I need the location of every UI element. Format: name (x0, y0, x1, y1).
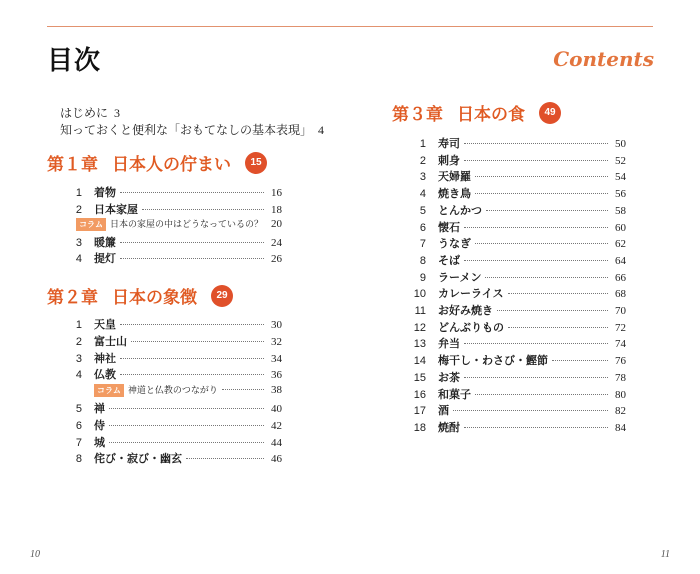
column-badge: コラム (76, 218, 106, 231)
page-number-left: 10 (30, 549, 40, 560)
toc-item-number: 7 (75, 436, 82, 449)
toc-item-page: 34 (271, 352, 282, 365)
toc-row[interactable] (404, 168, 626, 184)
dot-leader (464, 160, 608, 161)
toc-item-page: 38 (271, 384, 282, 397)
toc-item-number: 14 (413, 355, 426, 368)
toc-item-page: 36 (271, 369, 282, 382)
toc-item-page: 32 (271, 335, 282, 348)
toc-row[interactable] (404, 335, 626, 351)
toc-row[interactable] (404, 386, 626, 402)
toc-item-label: 懐石 (438, 220, 460, 234)
toc-item-page: 76 (615, 355, 626, 368)
toc-item-page: 68 (615, 288, 626, 301)
toc-row[interactable] (60, 350, 282, 366)
toc-item-number: 5 (419, 204, 426, 217)
toc-item-page: 26 (271, 253, 282, 265)
page-title: 目次 (47, 46, 102, 76)
toc-item-label: そば (438, 253, 460, 267)
toc-item-label: 酒 (438, 404, 449, 418)
dot-leader (222, 389, 264, 390)
toc-item-number: 4 (75, 253, 82, 265)
toc-item-label: とんかつ (438, 203, 482, 217)
toc-item-page: 82 (615, 405, 626, 418)
toc-item-label: うなぎ (438, 237, 471, 251)
toc-row[interactable] (404, 152, 626, 168)
toc-item-label: 刺身 (438, 153, 460, 167)
toc-item-label: 禅 (94, 402, 105, 415)
toc-row[interactable] (60, 184, 282, 200)
toc-row[interactable] (60, 366, 282, 382)
dot-leader (475, 394, 608, 395)
toc-item-page: 84 (615, 421, 626, 434)
toc-item-label: 日本家屋 (94, 202, 138, 216)
toc-item-page: 20 (271, 218, 282, 230)
toc-item-label: 着物 (94, 186, 116, 199)
chapter-2-heading[interactable] (47, 283, 233, 308)
toc-item-page: 60 (615, 221, 626, 234)
chapter-title: 日本の象徴 (112, 288, 197, 308)
toc-item-number: 3 (75, 352, 82, 365)
toc-item-number: 5 (75, 403, 82, 415)
toc-item-number: 11 (414, 305, 426, 317)
toc-item-number: 4 (419, 188, 426, 201)
toc-item-page: 78 (615, 371, 626, 384)
chapter-title: 日本人の佇まい (112, 155, 231, 175)
dot-leader (120, 324, 264, 325)
toc-row[interactable] (404, 352, 626, 368)
toc-item-label: 焼き鳥 (438, 187, 471, 201)
toc-row[interactable] (60, 434, 282, 450)
chapter-page-badge: 15 (245, 152, 267, 174)
toc-item-page: 62 (615, 238, 626, 251)
dot-leader (464, 227, 608, 228)
toc-item-label: 梅干し・わさび・鰹節 (438, 354, 548, 368)
dot-leader (464, 427, 608, 428)
toc-item-label: 弁当 (438, 337, 460, 351)
toc-item-page: 54 (615, 171, 626, 184)
dot-leader (475, 176, 608, 177)
intro-item-foreword[interactable] (60, 104, 120, 121)
toc-item-page: 56 (615, 188, 626, 201)
toc-item-number: 2 (75, 335, 82, 348)
dot-leader (475, 243, 608, 244)
dot-leader (109, 442, 264, 443)
toc-column-row[interactable] (60, 383, 282, 399)
toc-item-number: 18 (413, 421, 426, 434)
chapter-page-badge: 49 (539, 102, 561, 124)
dot-leader (131, 341, 264, 342)
dot-leader (508, 293, 608, 294)
toc-item-label: 神社 (94, 351, 116, 365)
toc-item-number: 15 (413, 371, 426, 384)
dot-leader (486, 210, 608, 211)
toc-item-number: 8 (419, 254, 426, 267)
toc-item-number: 4 (75, 369, 82, 382)
toc-item-label: 焼酎 (438, 420, 460, 434)
dot-leader (142, 209, 264, 210)
toc-item-number: 13 (413, 338, 426, 351)
toc-row[interactable] (404, 202, 626, 218)
toc-item-page: 52 (615, 154, 626, 167)
chapter-number: 第１章 (47, 155, 98, 175)
toc-row[interactable] (60, 333, 282, 349)
toc-row[interactable] (60, 400, 282, 416)
toc-item-page: 58 (615, 204, 626, 217)
toc-item-page: 80 (615, 388, 626, 401)
dot-leader (464, 260, 608, 261)
chapter-number: 第２章 (47, 288, 98, 308)
toc-row[interactable] (404, 302, 626, 318)
toc-item-label: 暖簾 (94, 235, 116, 249)
toc-row[interactable] (60, 201, 282, 217)
page-number-right: 11 (660, 549, 670, 560)
toc-column-row[interactable] (60, 217, 282, 233)
intro-page: 3 (114, 106, 121, 120)
chapter-1-heading[interactable] (47, 150, 267, 175)
toc-row[interactable] (60, 450, 282, 466)
toc-item-label: カレーライス (438, 287, 504, 301)
toc-item-page: 30 (271, 319, 282, 331)
dot-leader (109, 408, 264, 409)
toc-item-label: 和菓子 (438, 387, 471, 401)
toc-item-page: 40 (271, 403, 282, 415)
toc-row[interactable] (60, 234, 282, 250)
dot-leader (186, 458, 264, 459)
dot-leader (552, 360, 608, 361)
dot-leader (464, 343, 608, 344)
dot-leader (485, 277, 608, 278)
dot-leader (464, 377, 608, 378)
intro-label: 知っておくと便利な「おもてなしの基本表現」 (60, 123, 313, 137)
toc-item-number: 1 (75, 187, 82, 199)
toc-row[interactable] (404, 235, 626, 251)
toc-item-number: 3 (75, 236, 82, 249)
toc-row[interactable] (404, 185, 626, 201)
toc-row[interactable] (60, 417, 282, 433)
toc-item-label: 天婦羅 (438, 170, 471, 184)
toc-row[interactable] (60, 316, 282, 332)
toc-item-label: 仏教 (94, 368, 116, 382)
intro-page: 4 (318, 123, 325, 137)
toc-row[interactable] (404, 402, 626, 418)
toc-item-page: 74 (615, 338, 626, 351)
toc-item-page: 42 (271, 419, 282, 432)
dot-leader (120, 358, 264, 359)
toc-item-number: 10 (413, 288, 426, 301)
toc-item-number: 6 (75, 419, 82, 432)
chapter-3-heading[interactable] (392, 100, 561, 125)
toc-item-number: 9 (419, 271, 426, 284)
toc-item-label: 提灯 (94, 252, 116, 265)
toc-item-page: 24 (271, 236, 282, 249)
toc-item-number: 6 (419, 221, 426, 234)
toc-item-label: お茶 (438, 370, 460, 384)
intro-item-basic-expressions[interactable] (60, 121, 324, 138)
intro-label: はじめに (60, 106, 109, 120)
dot-leader (109, 425, 264, 426)
dot-leader (120, 242, 264, 243)
chapter-page-badge: 29 (211, 285, 233, 307)
toc-item-page: 18 (271, 203, 282, 216)
chapter-number: 第３章 (392, 105, 443, 125)
dot-leader (120, 374, 264, 375)
toc-item-number: 3 (419, 171, 426, 184)
toc-item-page: 72 (615, 321, 626, 334)
toc-item-page: 66 (615, 271, 626, 284)
dot-leader (120, 192, 264, 193)
chapter-title: 日本の食 (457, 105, 525, 125)
toc-row[interactable] (404, 419, 626, 435)
toc-item-page: 70 (615, 305, 626, 317)
toc-item-label: ラーメン (438, 270, 482, 284)
toc-item-number: 17 (413, 405, 426, 418)
toc-item-number: 2 (75, 203, 82, 216)
toc-item-number: 7 (419, 238, 426, 251)
toc-row[interactable] (404, 219, 626, 235)
toc-item-number: 1 (419, 138, 426, 150)
toc-row[interactable] (404, 369, 626, 385)
toc-item-label: お好み焼き (438, 304, 493, 317)
header-rule (47, 26, 653, 27)
contents-label: Contents (553, 47, 654, 71)
toc-row[interactable] (404, 135, 626, 151)
toc-item-label: 天皇 (94, 318, 116, 331)
column-badge: コラム (94, 384, 124, 397)
dot-leader (453, 410, 608, 411)
toc-item-number: 12 (413, 321, 426, 334)
dot-leader (464, 143, 608, 144)
toc-item-number: 16 (413, 388, 426, 401)
toc-item-label: 侍 (94, 418, 105, 432)
toc-item-label: どんぶりもの (438, 320, 504, 334)
toc-item-label: 侘び・寂び・幽玄 (94, 452, 182, 466)
dot-leader (475, 193, 608, 194)
toc-item-number: 1 (75, 319, 82, 331)
toc-item-number: 2 (419, 154, 426, 167)
toc-item-page: 46 (271, 453, 282, 466)
dot-leader (497, 310, 608, 311)
toc-row[interactable] (60, 250, 282, 266)
toc-item-number: 8 (75, 453, 82, 466)
toc-item-page: 16 (271, 187, 282, 199)
toc-item-label: 富士山 (94, 334, 127, 348)
toc-item-page: 44 (271, 436, 282, 449)
toc-item-label: 寿司 (438, 137, 460, 150)
dot-leader (508, 327, 608, 328)
toc-item-label: 城 (94, 435, 105, 449)
toc-row[interactable] (404, 252, 626, 268)
toc-item-label: 日本の家屋の中はどうなっているの？ (109, 220, 263, 230)
toc-item-page: 64 (615, 254, 626, 267)
toc-item-label: 神道と仏教のつながり (127, 386, 218, 397)
dot-leader (120, 258, 264, 259)
toc-row[interactable] (404, 285, 626, 301)
toc-item-page: 50 (615, 138, 626, 150)
toc-row[interactable] (404, 269, 626, 285)
toc-row[interactable] (404, 319, 626, 335)
